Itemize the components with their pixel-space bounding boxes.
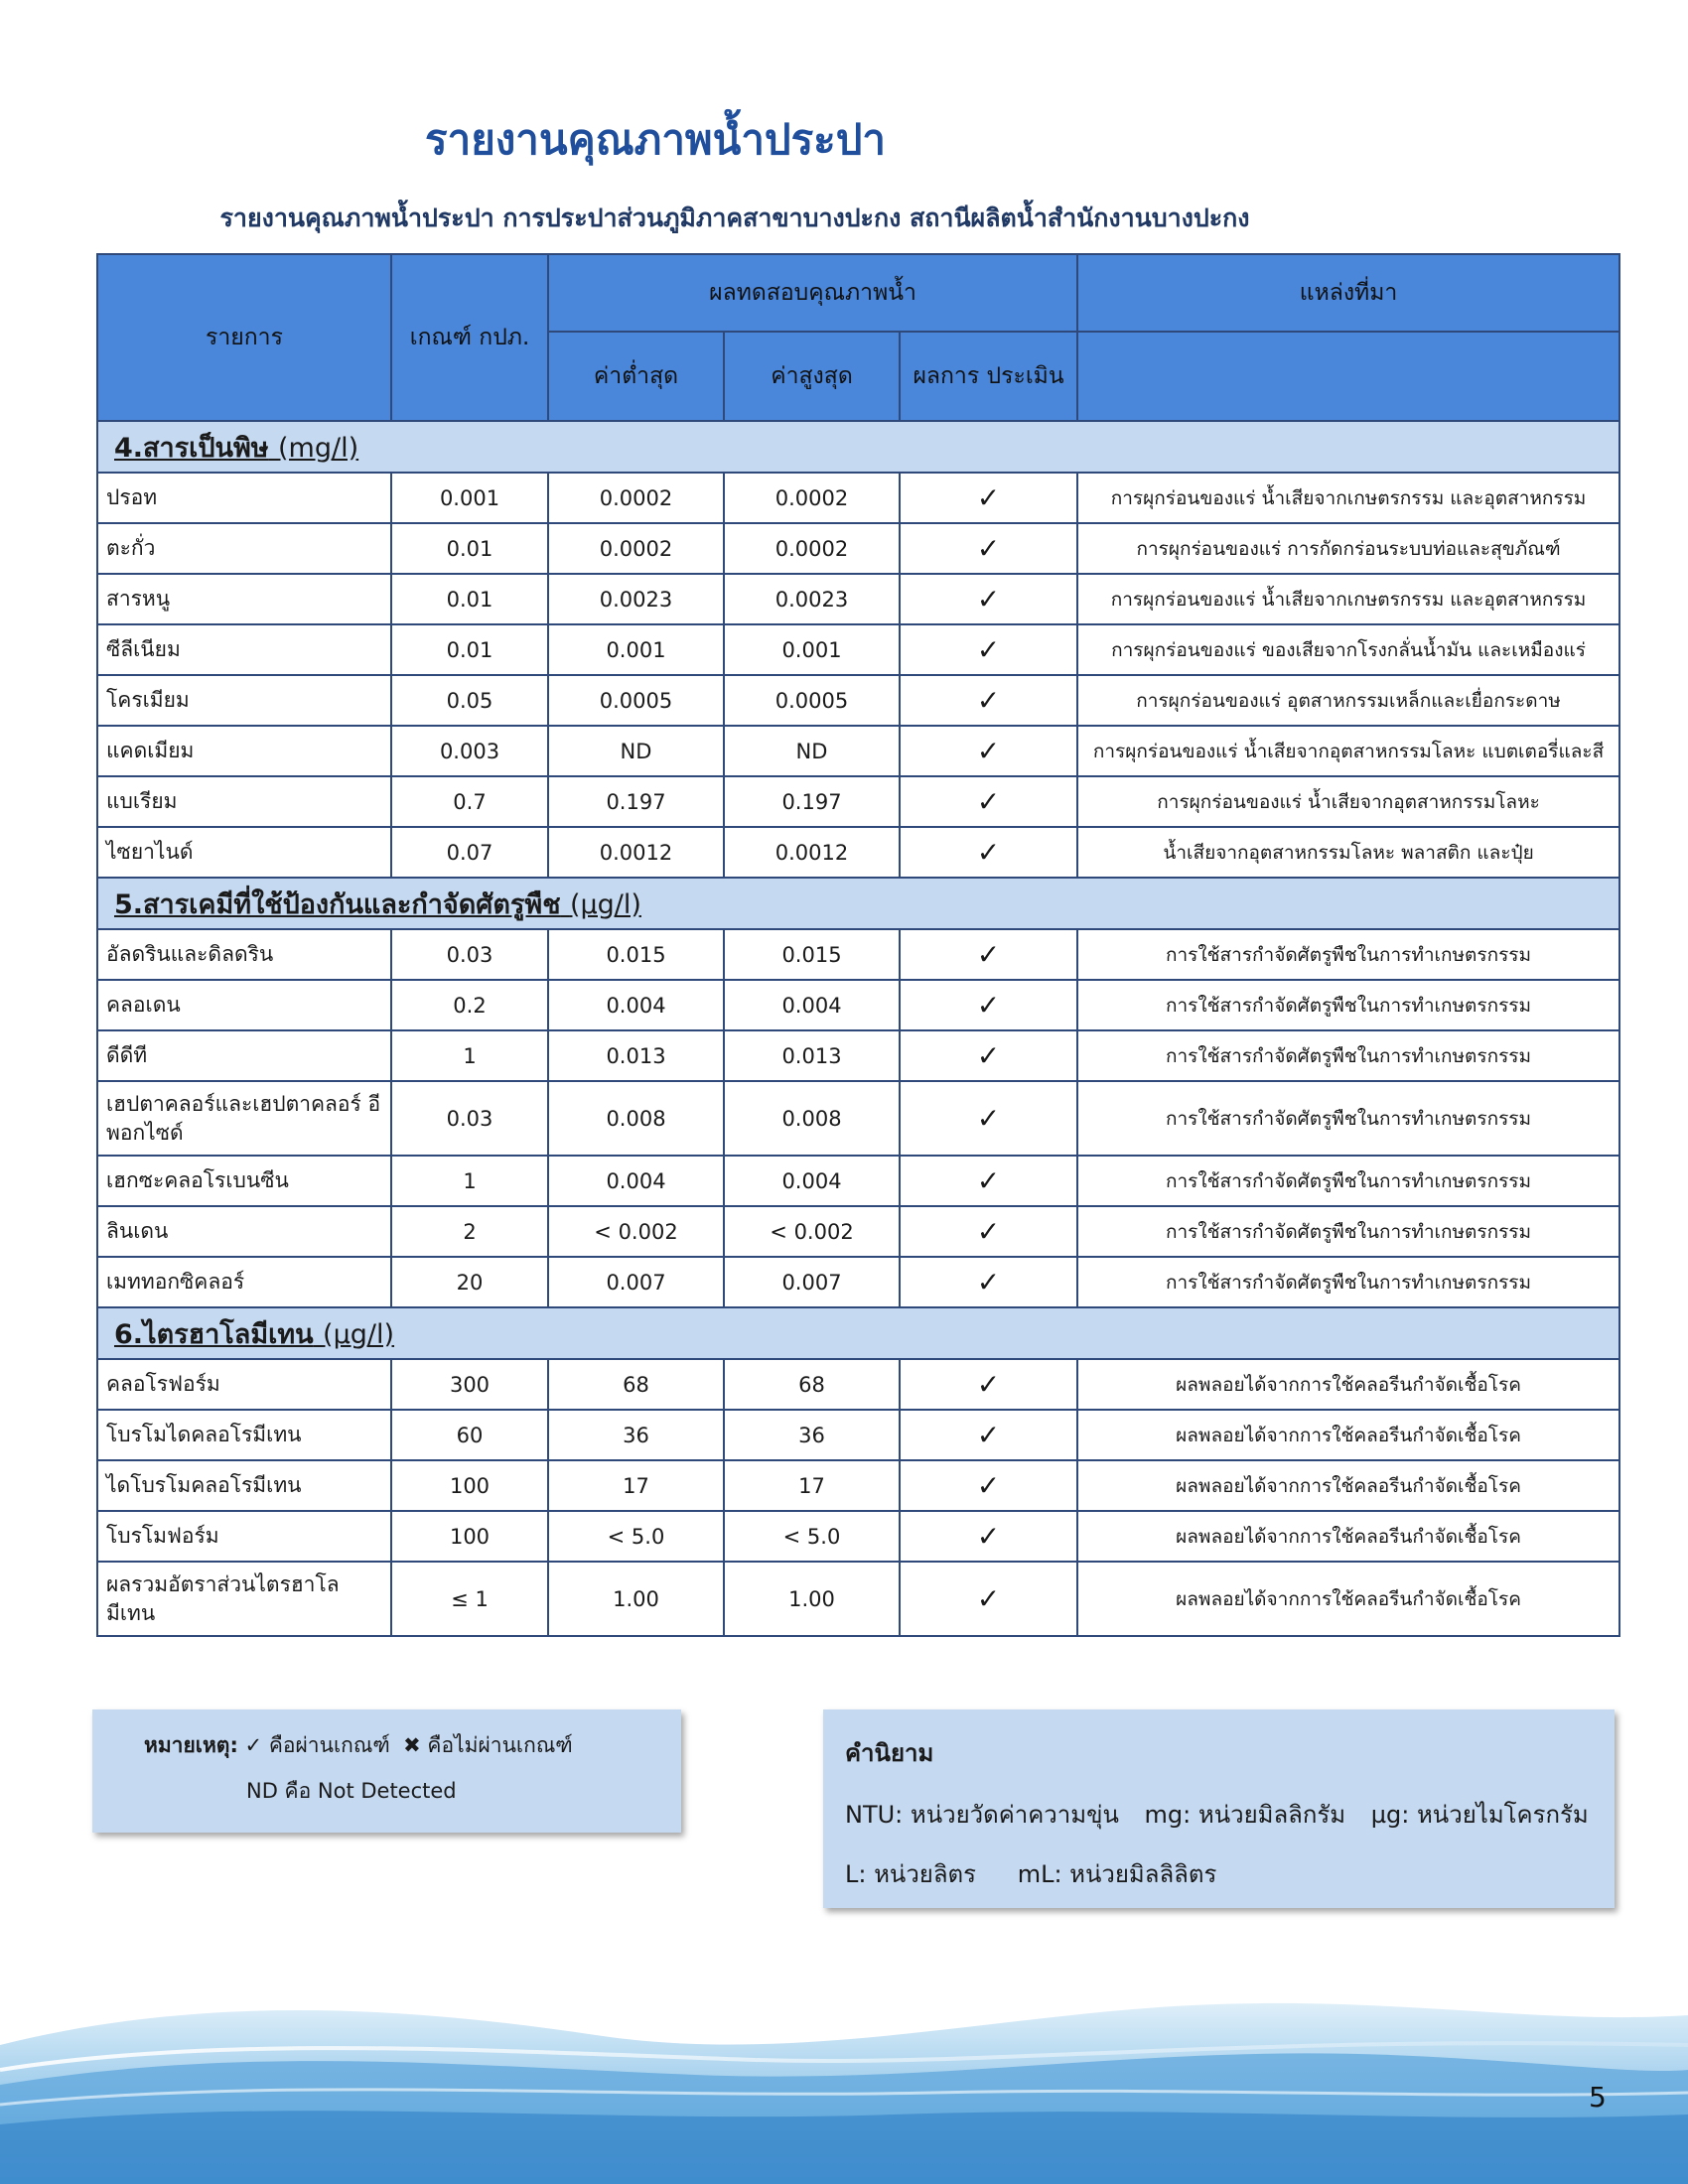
table-row bbox=[97, 574, 1619, 624]
section-title bbox=[114, 433, 358, 464]
evaluation-check-icon: ✓ bbox=[900, 473, 1077, 523]
source-text: ผลพลอยได้จากการใช้คลอรีนกำจัดเชื้อโรค bbox=[1077, 1359, 1619, 1410]
source-text: ผลพลอยได้จากการใช้คลอรีนกำจัดเชื้อโรค bbox=[1077, 1410, 1619, 1460]
parameter-name: ปรอท bbox=[97, 473, 391, 523]
min-value: 0.197 bbox=[548, 776, 724, 827]
pass-check-icon: ✓ bbox=[244, 1733, 263, 1757]
parameter-name: เฮปตาคลอร์และเฮปตาคลอร์ อีพอกไซด์ bbox=[97, 1081, 391, 1156]
max-value: 0.197 bbox=[724, 776, 900, 827]
table-row bbox=[97, 624, 1619, 675]
evaluation-check-icon: ✓ bbox=[900, 827, 1077, 878]
min-value: < 0.002 bbox=[548, 1206, 724, 1257]
max-value: 0.001 bbox=[724, 624, 900, 675]
parameter-name: คลอโรฟอร์ม bbox=[97, 1359, 391, 1410]
fail-text: คือไม่ผ่านเกณฑ์ bbox=[427, 1733, 573, 1757]
definitions-line-2 bbox=[845, 1854, 1216, 1893]
header-max: ค่าสูงสุด bbox=[724, 332, 900, 421]
criteria-value: 1 bbox=[391, 1030, 548, 1081]
criteria-value: 20 bbox=[391, 1257, 548, 1307]
def-ml: mL: หน่วยมิลลิลิตร bbox=[1017, 1860, 1217, 1888]
max-value: 0.007 bbox=[724, 1257, 900, 1307]
parameter-name: ไซยาไนด์ bbox=[97, 827, 391, 878]
evaluation-check-icon: ✓ bbox=[900, 523, 1077, 574]
min-value: 0.004 bbox=[548, 980, 724, 1030]
source-text: การผุกร่อนของแร่ น้ำเสียจากอุตสาหกรรมโลหะ bbox=[1077, 776, 1619, 827]
table-body bbox=[97, 421, 1619, 1636]
table-row bbox=[97, 776, 1619, 827]
max-value: < 5.0 bbox=[724, 1511, 900, 1562]
evaluation-check-icon: ✓ bbox=[900, 1257, 1077, 1307]
min-value: 0.015 bbox=[548, 929, 724, 980]
parameter-name: เฮกซะคลอโรเบนซีน bbox=[97, 1156, 391, 1206]
criteria-value: 0.01 bbox=[391, 523, 548, 574]
source-text: การใช้สารกำจัดศัตรูพืชในการทำเกษตรกรรม bbox=[1077, 1081, 1619, 1156]
criteria-value: 100 bbox=[391, 1460, 548, 1511]
source-text: ผลพลอยได้จากการใช้คลอรีนกำจัดเชื้อโรค bbox=[1077, 1511, 1619, 1562]
table-row bbox=[97, 1206, 1619, 1257]
evaluation-check-icon: ✓ bbox=[900, 1081, 1077, 1156]
parameter-name: สารหนู bbox=[97, 574, 391, 624]
table-row bbox=[97, 1156, 1619, 1206]
parameter-name: ลินเดน bbox=[97, 1206, 391, 1257]
min-value: 0.0002 bbox=[548, 473, 724, 523]
criteria-value: 2 bbox=[391, 1206, 548, 1257]
def-l: L: หน่วยลิตร bbox=[845, 1860, 977, 1888]
def-ug: µg: หน่วยไมโครกรัม bbox=[1370, 1801, 1589, 1829]
criteria-value: 0.01 bbox=[391, 624, 548, 675]
table-row bbox=[97, 1511, 1619, 1562]
section-header-row bbox=[97, 878, 1619, 929]
source-text: การใช้สารกำจัดศัตรูพืชในการทำเกษตรกรรม bbox=[1077, 1156, 1619, 1206]
criteria-value: 0.001 bbox=[391, 473, 548, 523]
table-row bbox=[97, 929, 1619, 980]
criteria-value: ≤ 1 bbox=[391, 1562, 548, 1636]
parameter-name: ซีลีเนียม bbox=[97, 624, 391, 675]
max-value: < 0.002 bbox=[724, 1206, 900, 1257]
min-value: 0.0012 bbox=[548, 827, 724, 878]
max-value: 0.013 bbox=[724, 1030, 900, 1081]
table-row bbox=[97, 523, 1619, 574]
source-text: ผลพลอยได้จากการใช้คลอรีนกำจัดเชื้อโรค bbox=[1077, 1460, 1619, 1511]
evaluation-check-icon: ✓ bbox=[900, 980, 1077, 1030]
min-value: 0.004 bbox=[548, 1156, 724, 1206]
section-name: 5.สารเคมีที่ใช้ป้องกันและกำจัดศัตรูพืช bbox=[114, 888, 561, 920]
table-row bbox=[97, 1460, 1619, 1511]
source-text: การผุกร่อนของแร่ อุตสาหกรรมเหล็กและเยื่อกระดาษ bbox=[1077, 675, 1619, 726]
header-source-blank bbox=[1077, 332, 1619, 421]
source-text: การผุกร่อนของแร่ น้ำเสียจากเกษตรกรรม และอุตสาหกรรม bbox=[1077, 473, 1619, 523]
criteria-value: 60 bbox=[391, 1410, 548, 1460]
page-subtitle: รายงานคุณภาพน้ำประปา การประปาส่วนภูมิภาคสาขาบางปะกง สถานีผลิตน้ำสำนักงานบางปะกง bbox=[219, 204, 1250, 232]
section-header-row bbox=[97, 1307, 1619, 1359]
fail-cross-icon: ✖ bbox=[403, 1733, 421, 1757]
definitions-heading: คำนิยาม bbox=[845, 1739, 934, 1767]
max-value: 0.0002 bbox=[724, 523, 900, 574]
evaluation-check-icon: ✓ bbox=[900, 1030, 1077, 1081]
parameter-name: โครเมียม bbox=[97, 675, 391, 726]
max-value: 0.004 bbox=[724, 980, 900, 1030]
evaluation-check-icon: ✓ bbox=[900, 1562, 1077, 1636]
section-unit: (mg/l) bbox=[278, 432, 359, 464]
criteria-value: 0.003 bbox=[391, 726, 548, 776]
section-title bbox=[114, 1319, 394, 1350]
source-text: การผุกร่อนของแร่ น้ำเสียจากเกษตรกรรม และอุตสาหกรรม bbox=[1077, 574, 1619, 624]
section-title-cell bbox=[97, 878, 1619, 929]
def-mg: mg: หน่วยมิลลิกรัม bbox=[1144, 1801, 1346, 1829]
evaluation-check-icon: ✓ bbox=[900, 726, 1077, 776]
nd-definition: ND คือ Not Detected bbox=[246, 1779, 457, 1803]
max-value: 0.008 bbox=[724, 1081, 900, 1156]
header-item: รายการ bbox=[97, 254, 391, 421]
evaluation-check-icon: ✓ bbox=[900, 574, 1077, 624]
evaluation-check-icon: ✓ bbox=[900, 1156, 1077, 1206]
parameter-name: คลอเดน bbox=[97, 980, 391, 1030]
table-row bbox=[97, 1359, 1619, 1410]
evaluation-check-icon: ✓ bbox=[900, 929, 1077, 980]
definitions-box bbox=[823, 1709, 1615, 1908]
evaluation-check-icon: ✓ bbox=[900, 675, 1077, 726]
criteria-value: 0.2 bbox=[391, 980, 548, 1030]
max-value: 17 bbox=[724, 1460, 900, 1511]
table-row bbox=[97, 675, 1619, 726]
section-title-cell bbox=[97, 1307, 1619, 1359]
page-title: รายงานคุณภาพน้ำประปา bbox=[425, 115, 886, 164]
table-row bbox=[97, 1562, 1619, 1636]
definitions-line-1 bbox=[845, 1795, 1589, 1834]
max-value: 36 bbox=[724, 1410, 900, 1460]
max-value: 0.0012 bbox=[724, 827, 900, 878]
source-text: น้ำเสียจากอุตสาหกรรมโลหะ พลาสติก และปุ๋ย bbox=[1077, 827, 1619, 878]
source-text: การผุกร่อนของแร่ น้ำเสียจากอุตสาหกรรมโลหะ แบตเตอรี่และสี bbox=[1077, 726, 1619, 776]
note-legend bbox=[144, 1729, 573, 1762]
table-row bbox=[97, 1410, 1619, 1460]
parameter-name: ดีดีที bbox=[97, 1030, 391, 1081]
table-row bbox=[97, 1030, 1619, 1081]
source-text: การใช้สารกำจัดศัตรูพืชในการทำเกษตรกรรม bbox=[1077, 929, 1619, 980]
criteria-value: 0.03 bbox=[391, 1081, 548, 1156]
criteria-value: 0.7 bbox=[391, 776, 548, 827]
parameter-name: อัลดรินและดิลดริน bbox=[97, 929, 391, 980]
criteria-value: 0.01 bbox=[391, 574, 548, 624]
criteria-value: 0.05 bbox=[391, 675, 548, 726]
header-source: แหล่งที่มา bbox=[1077, 254, 1619, 332]
criteria-value: 0.03 bbox=[391, 929, 548, 980]
table-row bbox=[97, 827, 1619, 878]
parameter-name: แบเรียม bbox=[97, 776, 391, 827]
header-min: ค่าต่ำสุด bbox=[548, 332, 724, 421]
min-value: 0.0023 bbox=[548, 574, 724, 624]
parameter-name: โบรโมไดคลอโรมีเทน bbox=[97, 1410, 391, 1460]
parameter-name: ตะกั่ว bbox=[97, 523, 391, 574]
section-title-cell bbox=[97, 421, 1619, 473]
source-text: ผลพลอยได้จากการใช้คลอรีนกำจัดเชื้อโรค bbox=[1077, 1562, 1619, 1636]
min-value: 17 bbox=[548, 1460, 724, 1511]
table-row bbox=[97, 1257, 1619, 1307]
header-criteria: เกณฑ์ กปภ. bbox=[391, 254, 548, 421]
table-row bbox=[97, 980, 1619, 1030]
criteria-value: 1 bbox=[391, 1156, 548, 1206]
criteria-value: 300 bbox=[391, 1359, 548, 1410]
section-header-row bbox=[97, 421, 1619, 473]
evaluation-check-icon: ✓ bbox=[900, 1206, 1077, 1257]
source-text: การใช้สารกำจัดศัตรูพืชในการทำเกษตรกรรม bbox=[1077, 1257, 1619, 1307]
source-text: การผุกร่อนของแร่ ของเสียจากโรงกลั่นน้ำมัน และเหมืองแร่ bbox=[1077, 624, 1619, 675]
max-value: 0.004 bbox=[724, 1156, 900, 1206]
min-value: 0.001 bbox=[548, 624, 724, 675]
water-wave-decoration bbox=[0, 1976, 1688, 2184]
evaluation-check-icon: ✓ bbox=[900, 1460, 1077, 1511]
min-value: 0.007 bbox=[548, 1257, 724, 1307]
note-box bbox=[92, 1709, 681, 1833]
min-value: 0.0005 bbox=[548, 675, 724, 726]
parameter-name: ผลรวมอัตราส่วนไตรฮาโล มีเทน bbox=[97, 1562, 391, 1636]
source-text: การผุกร่อนของแร่ การกัดกร่อนระบบท่อและสุขภัณฑ์ bbox=[1077, 523, 1619, 574]
header-results: ผลทดสอบคุณภาพน้ำ bbox=[548, 254, 1077, 332]
max-value: 0.015 bbox=[724, 929, 900, 980]
min-value: 0.008 bbox=[548, 1081, 724, 1156]
max-value: 0.0023 bbox=[724, 574, 900, 624]
section-name: 6.ไตรฮาโลมีเทน bbox=[114, 1318, 314, 1350]
evaluation-check-icon: ✓ bbox=[900, 1359, 1077, 1410]
table-row bbox=[97, 1081, 1619, 1156]
min-value: 1.00 bbox=[548, 1562, 724, 1636]
source-text: การใช้สารกำจัดศัตรูพืชในการทำเกษตรกรรม bbox=[1077, 980, 1619, 1030]
max-value: 0.0002 bbox=[724, 473, 900, 523]
def-ntu: NTU: หน่วยวัดค่าความขุ่น bbox=[845, 1801, 1119, 1829]
water-quality-table bbox=[96, 253, 1620, 1637]
parameter-name: เมททอกซิคลอร์ bbox=[97, 1257, 391, 1307]
header-eval: ผลการ ประเมิน bbox=[900, 332, 1077, 421]
min-value: 0.013 bbox=[548, 1030, 724, 1081]
max-value: 68 bbox=[724, 1359, 900, 1410]
max-value: 0.0005 bbox=[724, 675, 900, 726]
section-unit: (µg/l) bbox=[323, 1318, 395, 1350]
min-value: ND bbox=[548, 726, 724, 776]
evaluation-check-icon: ✓ bbox=[900, 624, 1077, 675]
parameter-name: ไดโบรโมคลอโรมีเทน bbox=[97, 1460, 391, 1511]
max-value: 1.00 bbox=[724, 1562, 900, 1636]
evaluation-check-icon: ✓ bbox=[900, 776, 1077, 827]
min-value: 0.0002 bbox=[548, 523, 724, 574]
max-value: ND bbox=[724, 726, 900, 776]
parameter-name: โบรโมฟอร์ม bbox=[97, 1511, 391, 1562]
criteria-value: 0.07 bbox=[391, 827, 548, 878]
section-unit: (µg/l) bbox=[569, 888, 641, 920]
min-value: 36 bbox=[548, 1410, 724, 1460]
evaluation-check-icon: ✓ bbox=[900, 1410, 1077, 1460]
table-row bbox=[97, 726, 1619, 776]
note-label: หมายเหตุ: bbox=[144, 1733, 238, 1757]
min-value: 68 bbox=[548, 1359, 724, 1410]
source-text: การใช้สารกำจัดศัตรูพืชในการทำเกษตรกรรม bbox=[1077, 1206, 1619, 1257]
page-number: 5 bbox=[1589, 2081, 1607, 2114]
parameter-name: แคดเมียม bbox=[97, 726, 391, 776]
section-name: 4.สารเป็นพิษ bbox=[114, 432, 269, 464]
pass-text: คือผ่านเกณฑ์ bbox=[268, 1733, 390, 1757]
min-value: < 5.0 bbox=[548, 1511, 724, 1562]
evaluation-check-icon: ✓ bbox=[900, 1511, 1077, 1562]
source-text: การใช้สารกำจัดศัตรูพืชในการทำเกษตรกรรม bbox=[1077, 1030, 1619, 1081]
table-row bbox=[97, 473, 1619, 523]
criteria-value: 100 bbox=[391, 1511, 548, 1562]
section-title bbox=[114, 889, 641, 920]
